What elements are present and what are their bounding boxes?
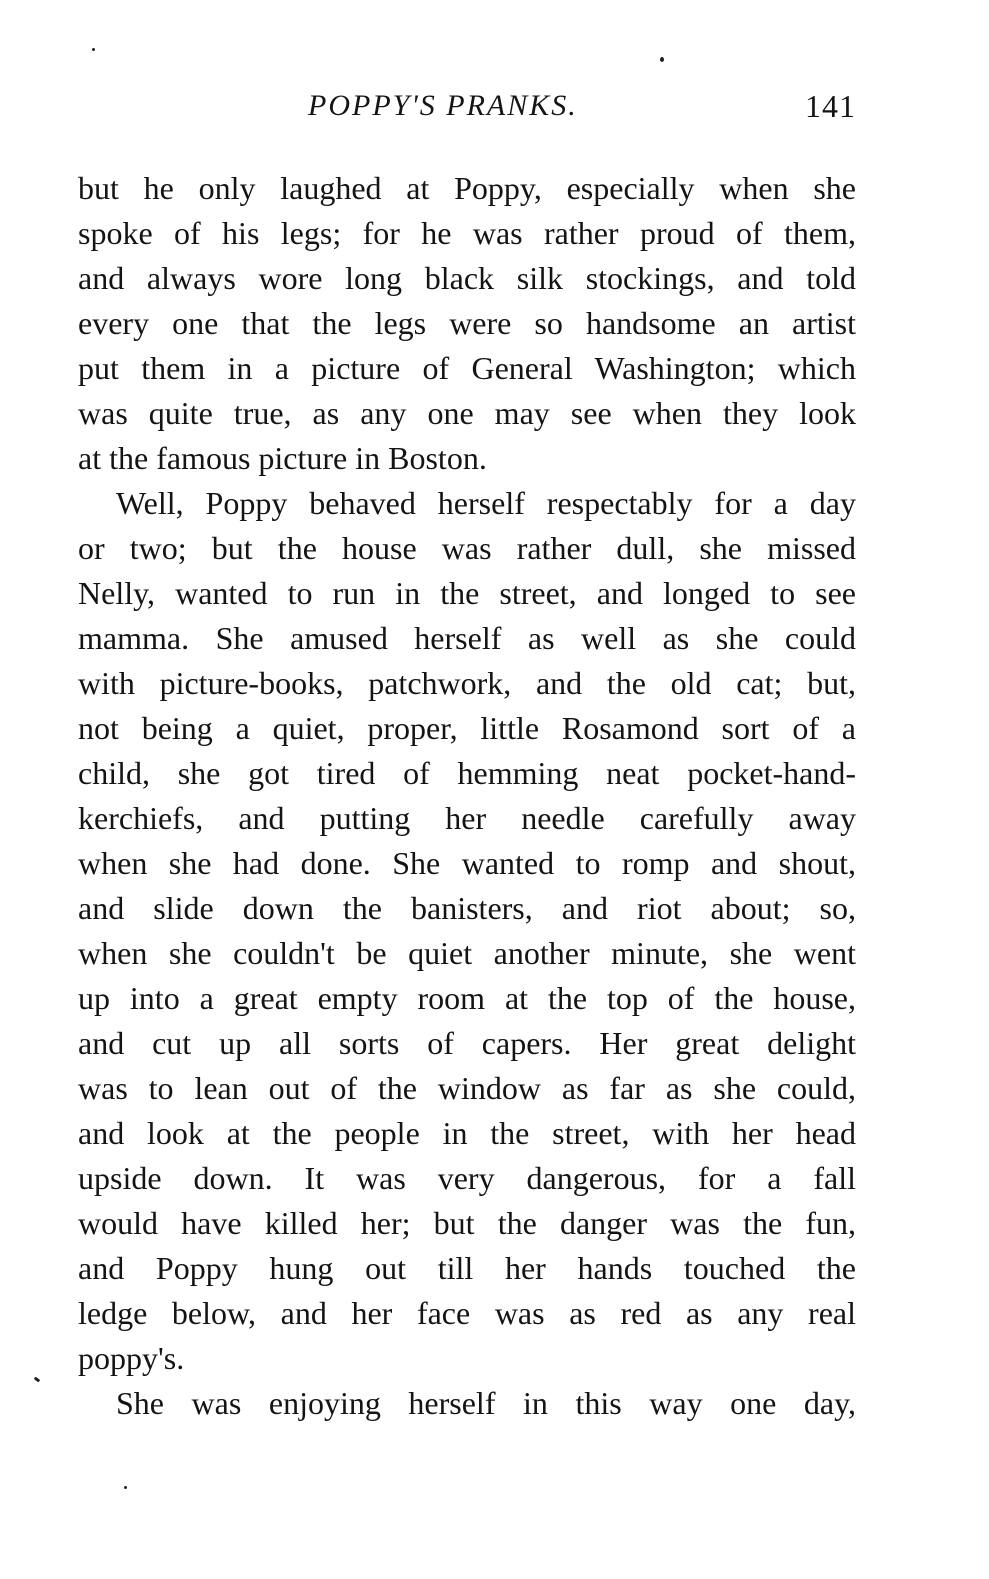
ink-speck bbox=[124, 1486, 127, 1489]
text-line: and cut up all sorts of capers. Her great delight bbox=[78, 1025, 856, 1061]
text-line: not being a quiet, proper, little Rosamond sort of a bbox=[78, 710, 856, 746]
page-number: 141 bbox=[805, 88, 856, 124]
text-line: at the famous picture in Boston. bbox=[78, 440, 487, 476]
page-header bbox=[78, 86, 856, 136]
text-line: was to lean out of the window as far as she could, bbox=[78, 1070, 856, 1106]
text-line: She was enjoying herself in this way one day, bbox=[116, 1385, 856, 1421]
text-line: when she had done. She wanted to romp and shout, bbox=[78, 845, 856, 881]
ink-speck bbox=[92, 48, 95, 51]
text-line: with picture-books, patchwork, and the old cat; but, bbox=[78, 665, 856, 701]
text-line: poppy's. bbox=[78, 1340, 185, 1376]
text-line: and always wore long black silk stockings, and told bbox=[78, 260, 856, 296]
text-line: and slide down the banisters, and riot about; so, bbox=[78, 890, 856, 926]
text-line: would have killed her; but the danger was the fun, bbox=[78, 1205, 856, 1241]
text-line: was quite true, as any one may see when they look bbox=[78, 395, 856, 431]
text-line: child, she got tired of hemming neat pocket-hand- bbox=[78, 755, 856, 791]
body-text bbox=[78, 166, 856, 1426]
text-line: or two; but the house was rather dull, she missed bbox=[78, 530, 856, 566]
text-line: kerchiefs, and putting her needle carefully away bbox=[78, 800, 856, 836]
running-title: POPPY'S PRANKS. bbox=[308, 89, 578, 122]
text-line: spoke of his legs; for he was rather proud of them, bbox=[78, 215, 856, 251]
text-line: but he only laughed at Poppy, especially when she bbox=[78, 170, 856, 206]
text-line: every one that the legs were so handsome an artist bbox=[78, 305, 856, 341]
text-line: and look at the people in the street, with her head bbox=[78, 1115, 856, 1151]
text-line: Nelly, wanted to run in the street, and longed to see bbox=[78, 575, 856, 611]
text-line: ledge below, and her face was as red as any real bbox=[78, 1295, 856, 1331]
text-line: and Poppy hung out till her hands touched the bbox=[78, 1250, 856, 1286]
text-line: put them in a picture of General Washington; which bbox=[78, 350, 856, 386]
ink-speck bbox=[660, 57, 664, 62]
text-line: Well, Poppy behaved herself respectably for a day bbox=[116, 485, 856, 521]
text-line: when she couldn't be quiet another minute, she went bbox=[78, 935, 856, 971]
ink-speck bbox=[34, 1377, 41, 1383]
text-line: mamma. She amused herself as well as she could bbox=[78, 620, 856, 656]
text-line: upside down. It was very dangerous, for a fall bbox=[78, 1160, 856, 1196]
text-line: up into a great empty room at the top of the house, bbox=[78, 980, 856, 1016]
